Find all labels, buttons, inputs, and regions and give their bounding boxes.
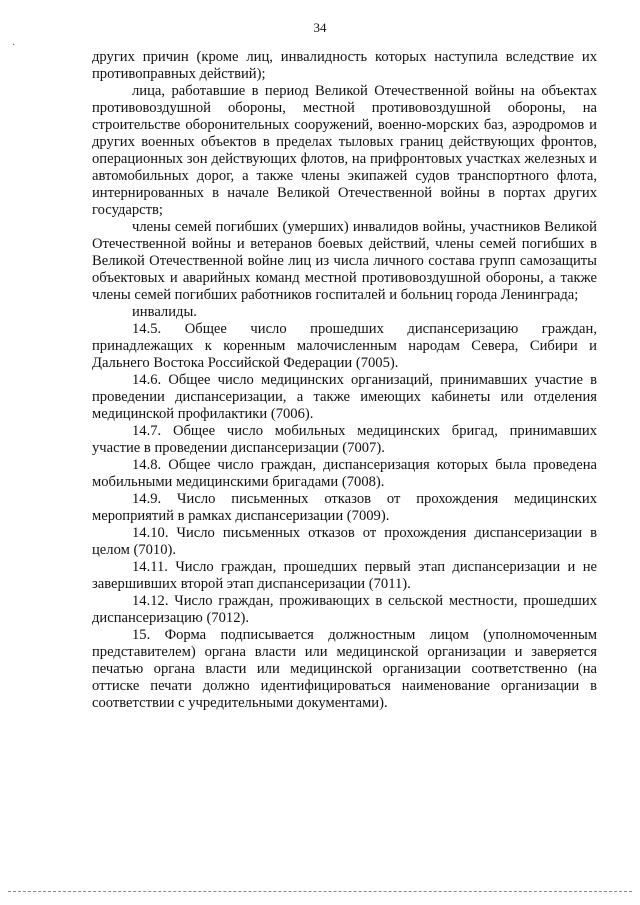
paragraph-14-12: 14.12. Число граждан, проживающих в сельской местности, прошедших диспансеризацию (7012). bbox=[92, 593, 597, 626]
paragraph-disabled: инвалиды. bbox=[132, 304, 197, 320]
paragraph-family-members: члены семей погибших (умерших) инвалидов войны, участников Великой Отечественной войны и ветеранов боевых действий, члены семей погибших в Великой Отечественной войне лиц из числа личного состава групп самозащиты объектовых и аварийных команд местной противовоздушной обороны, а также члены семей погибших работников госпиталей и больниц города Ленинграда; bbox=[92, 219, 597, 303]
paragraph-15: 15. Форма подписывается должностным лицом (уполномоченным представителем) органа власти или медицинской организации и заверяется печатью органа власти или медицинской организации соответственно (на оттиске печати должно идентифицироваться наименование организации в соответствии с учредительными документами). bbox=[92, 627, 597, 711]
document-body bbox=[92, 49, 597, 712]
paragraph-14-11: 14.11. Число граждан, прошедших первый этап диспансеризации и не завершивших второй этап диспансеризации (7011). bbox=[92, 559, 597, 592]
paragraph-continuation: других причин (кроме лиц, инвалидность которых наступила вследствие их противоправных действий); bbox=[92, 49, 597, 82]
paragraph-14-6: 14.6. Общее число медицинских организаций, принимавших участие в проведении диспансеризации, а также имеющих кабинеты или отделения медицинской профилактики (7006). bbox=[92, 372, 597, 422]
paragraph-air-defense-workers: лица, работавшие в период Великой Отечественной войны на объектах противовоздушной обороны, местной противовоздушной обороны, на строительстве оборонительных сооружений, военно-морских баз, аэродромов и других военных объектов в пределах тыловых границ действующих фронтов, операционных зон действующих флотов, на прифронтовых участках железных и автомобильных дорог, а также члены экипажей судов транспортного флота, интернированных в начале Великой Отечественной войны в портах других государств; bbox=[92, 83, 597, 218]
paragraph-14-9: 14.9. Число письменных отказов от прохождения медицинских мероприятий в рамках диспансеризации (7009). bbox=[92, 491, 597, 524]
page-number: 34 bbox=[313, 20, 327, 35]
scan-edge-line bbox=[8, 891, 632, 892]
paragraph-14-10: 14.10. Число письменных отказов от прохождения диспансеризации в целом (7010). bbox=[92, 525, 597, 558]
paragraph-14-5: 14.5. Общее число прошедших диспансеризацию граждан, принадлежащих к коренным малочисленным народам Севера, Сибири и Дальнего Востока Российской Федерации (7005). bbox=[92, 321, 597, 371]
margin-mark: · bbox=[12, 40, 16, 51]
paragraph-14-8: 14.8. Общее число граждан, диспансеризация которых была проведена мобильными медицинскими бригадами (7008). bbox=[92, 457, 597, 490]
paragraph-14-7: 14.7. Общее число мобильных медицинских бригад, принимавших участие в проведении диспансеризации (7007). bbox=[92, 423, 597, 456]
